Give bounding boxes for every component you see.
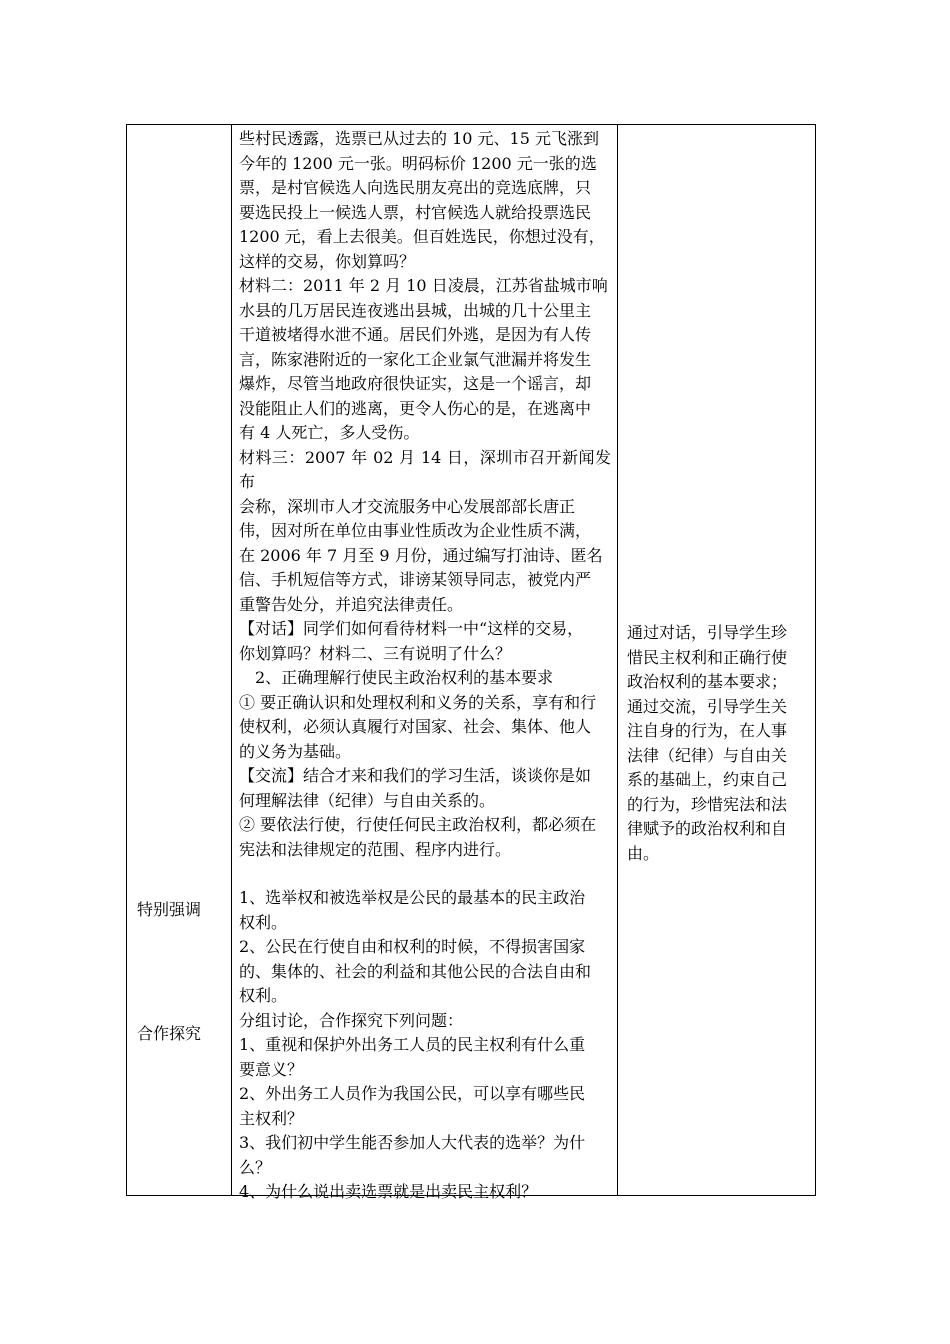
- text-line: 【交流】结合才来和我们的学习生活，谈谈你是如: [239, 766, 592, 785]
- text-line: 要意义？: [239, 1059, 304, 1079]
- text-line: 通过对话，引导学生珍: [627, 623, 788, 642]
- text-line: 水县的几万居民连夜逃出县城，出城的几十公里主: [239, 300, 592, 320]
- text-line: 律赋予的政治权利和自: [627, 819, 788, 838]
- text-line: 通过交流，引导学生关: [627, 696, 788, 716]
- text-line: 【对话】同学们如何看待材料一中“这样的交易，: [239, 619, 584, 638]
- text-line: 2、公民在行使自由和权利的时候，不得损害国家: [239, 937, 586, 956]
- content-text: [239, 127, 611, 1205]
- text-line: 1200 元，看上去很美。但百姓选民，你想过没有，: [239, 227, 605, 246]
- text-line: 权利。: [239, 986, 288, 1005]
- text-line: 政治权利的基本要求；: [627, 672, 788, 691]
- text-line: 么？: [239, 1157, 272, 1177]
- text-line: 1、重视和保护外出务工人员的民主权利有什么重: [239, 1035, 586, 1054]
- text-line: [239, 862, 611, 886]
- text-line: 会称，深圳市人才交流服务中心发展部部长唐正: [239, 496, 576, 516]
- text-line: 爆炸，尽管当地政府很快证实，这是一个谣言，却: [239, 374, 592, 393]
- design-intent-text: [627, 621, 807, 866]
- text-line: 的行为，珍惜宪法和法: [627, 794, 788, 814]
- text-line: 在 2006 年 7 月至 9 月份，通过编写打油诗、匿名: [239, 545, 603, 565]
- text-line: 没能阻止人们的逃离，更令人伤心的是，在逃离中: [239, 398, 592, 418]
- label-column: [127, 125, 231, 1195]
- text-line: 干道被堵得水泄不通。居民们外逃，是因为有人传: [239, 325, 592, 344]
- text-line: 今年的 1200 元一张。明码标价 1200 元一张的选: [239, 153, 597, 173]
- text-line: 材料二：2011 年 2 月 10 日凌晨，江苏省盐城市响: [239, 276, 608, 295]
- text-line: 3、我们初中学生能否参加人大代表的选举？为什: [239, 1133, 586, 1152]
- text-line: 由。: [627, 843, 660, 863]
- text-line: 2、外出务工人员作为我国公民，可以享有哪些民: [239, 1084, 586, 1103]
- text-line: 何理解法律（纪律）与自由关系的。: [239, 790, 496, 810]
- text-line: 惜民主权利和正确行使: [627, 647, 788, 667]
- text-line: 的义务为基础。: [239, 741, 352, 761]
- lesson-table: [126, 124, 816, 1201]
- text-line: 信、手机短信等方式，诽谤某领导同志，被党内严: [239, 570, 592, 589]
- text-line: ① 要正确认识和处理权利和义务的关系，享有和行: [239, 692, 597, 712]
- text-line: ② 要依法行使，行使任何民主政治权利，都必须在: [239, 815, 597, 834]
- text-line: 4、为什么说出卖选票就是出卖民主权利？: [239, 1182, 538, 1201]
- text-line: 票，是村官候选人向选民朋友亮出的竞选底牌，只: [239, 178, 592, 197]
- text-line: 分组讨论，合作探究下列问题：: [239, 1010, 464, 1030]
- text-line: 系的基础上，约束自己: [627, 770, 788, 789]
- intent-column: [617, 125, 815, 1195]
- text-line: 2、正确理解行使民主政治权利的基本要求: [239, 668, 554, 687]
- text-line: 这样的交易，你划算吗？: [239, 251, 416, 271]
- label-special-emphasis: 特别强调: [137, 900, 202, 919]
- text-line: 法律（纪律）与自由关: [627, 745, 788, 765]
- text-line: 言，陈家港附近的一家化工企业氯气泄漏并将发生: [239, 349, 592, 369]
- content-column: [231, 125, 617, 1201]
- text-line: 权利。: [239, 912, 288, 932]
- text-line: 伟，因对所在单位由事业性质改为企业性质不满，: [239, 521, 592, 540]
- label-cooperative-inquiry: 合作探究: [137, 1024, 202, 1043]
- text-line: 主权利？: [239, 1108, 304, 1128]
- text-line: 使权利，必须认真履行对国家、社会、集体、他人: [239, 717, 592, 736]
- text-line: 要选民投上一候选人票，村官候选人就给投票选民: [239, 202, 592, 222]
- text-line: 有 4 人死亡，多人受伤。: [239, 423, 420, 442]
- text-line: 注自身的行为，在人事: [627, 721, 788, 740]
- text-line: 的、集体的、社会的利益和其他公民的合法自由和: [239, 961, 592, 981]
- text-line: 宪法和法律规定的范围、程序内进行。: [239, 839, 512, 859]
- text-line: 1、选举权和被选举权是公民的最基本的民主政治: [239, 888, 586, 907]
- text-line: 重警告处分，并追究法律责任。: [239, 594, 464, 614]
- text-line: 你划算吗？材料二、三有说明了什么？: [239, 643, 512, 663]
- text-line: 些村民透露，选票已从过去的 10 元、15 元飞涨到: [239, 129, 599, 148]
- text-line: 材料三：2007 年 02 月 14 日，深圳市召开新闻发布: [239, 447, 611, 491]
